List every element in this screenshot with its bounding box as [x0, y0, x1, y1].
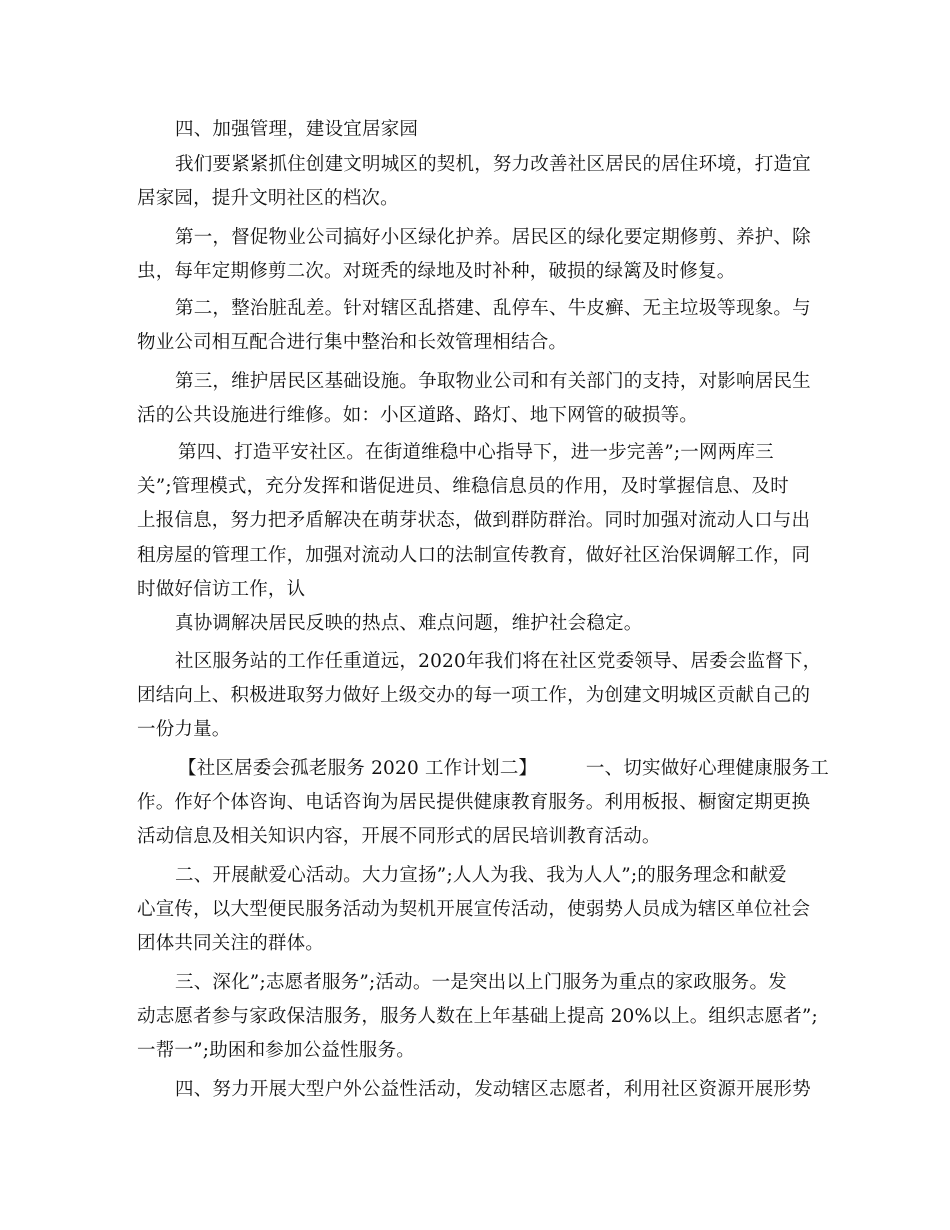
paragraph-line: 社区服务站的工作任重道远，2020年我们将在社区党委领导、居委会监督下， [175, 651, 822, 672]
paragraph-line: 上报信息，努力把矛盾解决在萌芽状态，做到群防群治。同时加强对流动人口与出 [137, 510, 811, 531]
paragraph-line: 活动信息及相关知识内容，开展不同形式的居民培训教育活动。 [137, 826, 661, 847]
paragraph-line: 活的公共设施进行维修。如：小区道路、路灯、地下网管的破损等。 [137, 405, 699, 426]
paragraph-line: 心宣传，以大型便民服务活动为契机开展宣传活动，使弱势人员成为辖区单位社会 [137, 899, 811, 920]
paragraph-line: 物业公司相互配合进行集中整治和长效管理相结合。 [137, 332, 568, 353]
paragraph-line: 作。作好个体咨询、电话咨询为居民提供健康教育服务。利用板报、橱窗定期更换 [137, 792, 811, 813]
paragraph-line: 团体共同关注的群体。 [137, 933, 325, 954]
paragraph-line: 三、深化”;志愿者服务”;活动。一是突出以上门服务为重点的家政服务。发 [175, 972, 787, 993]
paragraph-line: 居家园，提升文明社区的档次。 [137, 188, 399, 209]
paragraph-line: 真协调解决居民反映的热点、难点问题，维护社会稳定。 [175, 613, 643, 634]
paragraph-line: 一帮一”;助困和参加公益性服务。 [137, 1040, 415, 1061]
section-heading: 四、加强管理，建设宜居家园 [175, 119, 419, 140]
paragraph-line: 租房屋的管理工作，加强对流动人口的法制宣传教育，做好社区治保调解工作，同 [137, 545, 811, 566]
paragraph-line: 团结向上、积极进取努力做好上级交办的每一项工作，为创建文明城区贡献自己的 [137, 685, 811, 706]
plan-title-line: 【社区居委会孤老服务 2020 工作计划二】 一、切实做好心理健康服务工 [178, 758, 829, 779]
paragraph-line: 动志愿者参与家政保洁服务，服务人数在上年基础上提高 20%以上。组织志愿者”; [137, 1006, 818, 1027]
paragraph-line: 我们要紧紧抓住创建文明城区的契机，努力改善社区居民的居住环境，打造宜 [175, 154, 811, 175]
paragraph-line: 第三，维护居民区基础设施。争取物业公司和有关部门的支持，对影响居民生 [175, 371, 811, 392]
paragraph-line: 时做好信访工作，认 [137, 579, 306, 600]
paragraph-line: 第四、打造平安社区。在街道维稳中心指导下，进一步完善”;一网两库三 [178, 442, 774, 463]
paragraph-line: 一份力量。 [137, 719, 231, 740]
paragraph-line: 虫，每年定期修剪二次。对斑秃的绿地及时补种，破损的绿篱及时修复。 [137, 261, 736, 282]
paragraph-line: 第一，督促物业公司搞好小区绿化护养。居民区的绿化要定期修剪、养护、除 [175, 227, 811, 248]
paragraph-line: 四、努力开展大型户外公益性活动，发动辖区志愿者，利用社区资源开展形势 [175, 1079, 811, 1100]
paragraph-line: 二、开展献爱心活动。大力宣扬”;人人为我、我为人人”;的服务理念和献爱 [175, 865, 787, 886]
paragraph-line: 关”;管理模式，充分发挥和谐促进员、维稳信息员的作用，及时掌握信息、及时 [137, 476, 789, 497]
paragraph-line: 第二，整治脏乱差。针对辖区乱搭建、乱停车、牛皮癣、无主垃圾等现象。与 [175, 298, 811, 319]
